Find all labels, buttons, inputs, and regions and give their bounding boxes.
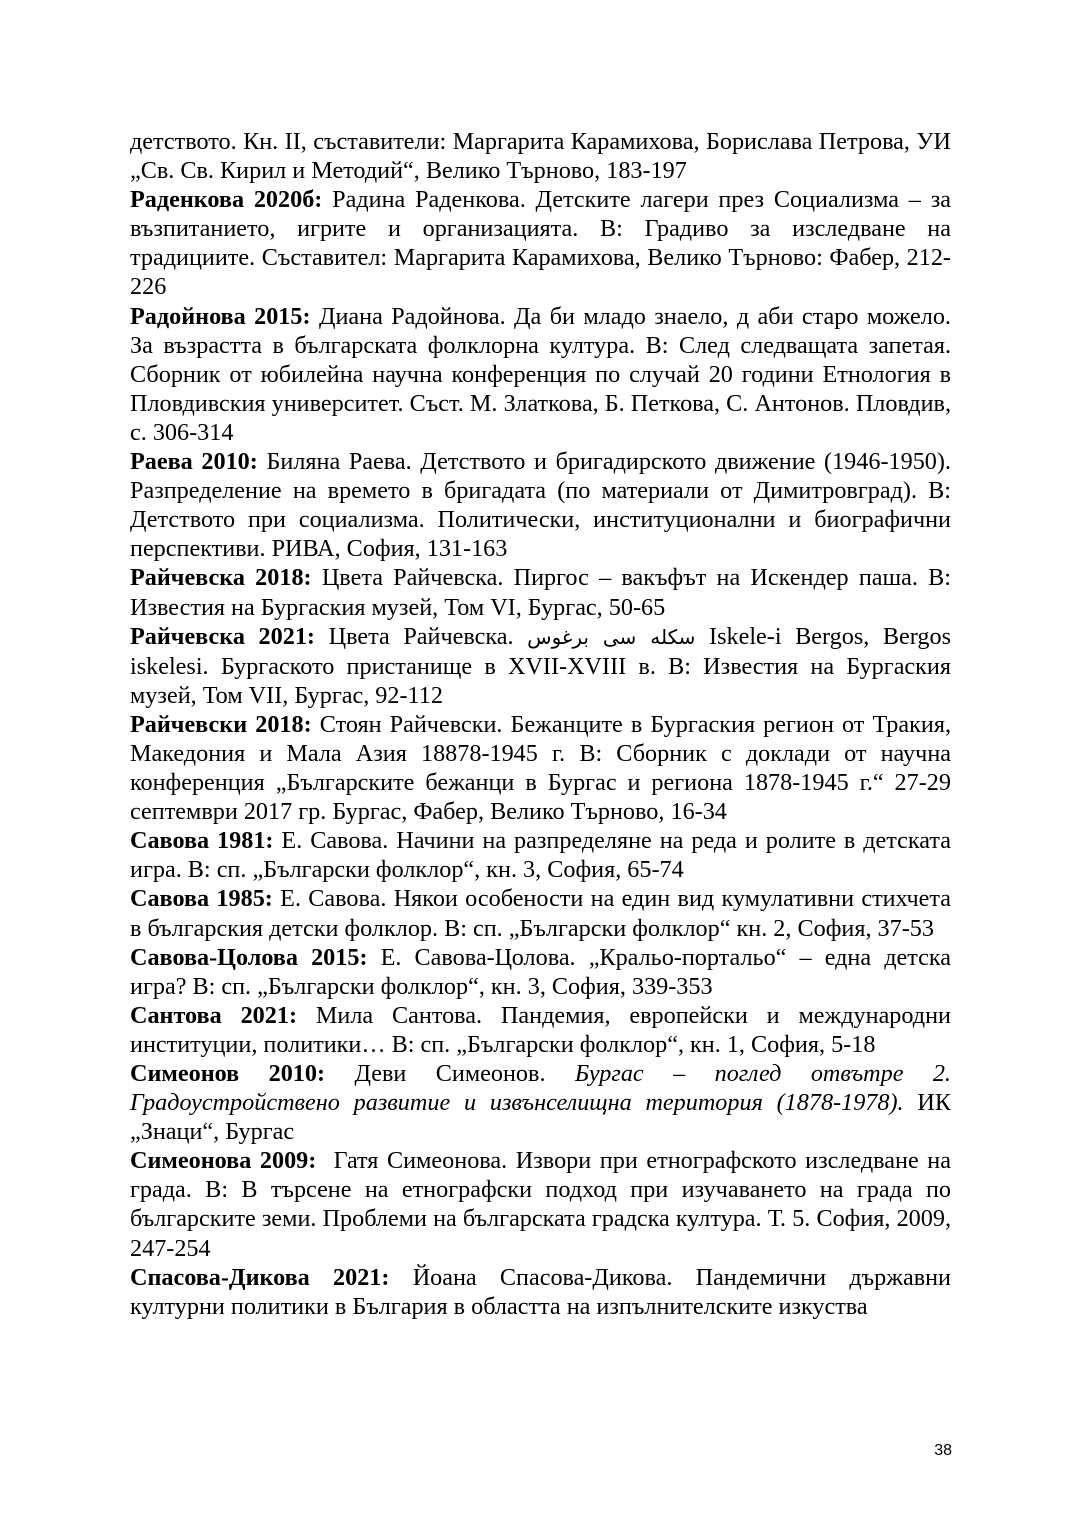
entry-text: Мила Сантова. Пандемия, европейски и международни институции, политики… В: сп. „Български фолклор“, кн. 1, София, 5-18 xyxy=(130,1001,951,1058)
entry-author: Раденкова 2020б: xyxy=(130,186,323,214)
bibliography-entry xyxy=(130,1001,951,1059)
bibliography-entry xyxy=(130,826,951,884)
entry-author: Радойнова 2015: xyxy=(130,302,311,330)
entry-text: Е. Савова. Начини на разпределяне на реда и ролите в детската игра. В: сп. „Български фолклор“, кн. 3, София, 65-74 xyxy=(130,827,951,884)
bibliography-entry xyxy=(130,447,951,563)
entry-text: ИК „Знаци“, Бургас xyxy=(130,1089,951,1146)
entry-author: Савова-Цолова 2015: xyxy=(130,943,368,971)
entry-text: Гатя Симеонова. Извори при етнографското изследване на града. В: В търсене на етнографски подход при изучаването на града по българските земи. Проблеми на българската градска култура. Т. 5. София, 2009, 247-254 xyxy=(130,1147,958,1262)
entry-text: Биляна Раева. Детството и бригадирското движение (1946-1950). Разпределение на времето в бригадата (по материали от Димитровград). В: Детството при социализма. Политически, институционални и биографични перспективи. РИВА, София, 131-163 xyxy=(130,448,951,563)
entry-author: Сантова 2021: xyxy=(130,1001,298,1029)
entry-text: Цвета Райчевска. Пиргос – вакъфът на Искендер паша. В: Известия на Бургаския музей, Том VI, Бургас, 50-65 xyxy=(130,564,951,621)
entry-author: Райчевска 2018: xyxy=(130,564,312,592)
entry-text: Iskele-i Bergos, Bergos iskelesi. Бургаското пристанище в XVII-XVIII в. В: Известия на Бургаския музей, Том VII, Бургас, 92-112 xyxy=(130,622,952,709)
bibliography-entry xyxy=(130,563,951,621)
entry-author: Раева 2010: xyxy=(130,448,258,476)
entry-author: Райчевски 2018: xyxy=(130,710,312,738)
bibliography-entry xyxy=(130,1263,951,1321)
entry-author: Райчевска 2021: xyxy=(130,622,315,650)
entry-author: Савова 1985: xyxy=(130,885,273,913)
entry-text: Радина Раденкова. Детските лагери през Социализма – за възпитанието, игрите и организацията. В: Градиво за изследване на традициите. Съставител: Маргарита Карамихова, Велико Търново: Фабер, 212-226 xyxy=(130,186,951,301)
bibliography-entry xyxy=(130,1059,951,1146)
bibliography-entry xyxy=(130,302,951,447)
bibliography-entry xyxy=(130,884,951,942)
entry-author: Савова 1981: xyxy=(130,827,274,855)
bibliography-entry xyxy=(130,185,951,301)
entry-text: Стоян Райчевски. Бежанците в Бургаския регион от Тракия, Македония и Мала Азия 18878-1945 г. В: Сборник с доклади от научна конференция „Българските бежанци в Бургас и региона 1878-1945 г.“ 27-29 септември 2017 гр. Бургас, Фабер, Велико Търново, 16-34 xyxy=(130,710,952,826)
entry-text: Е. Савова-Цолова. „Кральо-портальо“ – една детска игра? В: сп. „Български фолклор“, кн. 3, София, 339-353 xyxy=(130,943,951,1000)
bibliography-entry xyxy=(130,127,951,185)
entry-author: Симеонов 2010: xyxy=(130,1060,326,1087)
entry-author: Спасова-Дикова 2021: xyxy=(130,1263,390,1291)
entry-text: детството. Кн. II, съставители: Маргарита Карамихова, Борислава Петрова, УИ „Св. Св. Кирил и Методий“, Велико Търново, 183-197 xyxy=(130,128,951,185)
bibliography-entry xyxy=(130,622,951,710)
entry-text-lead: Цвета Райчевска. xyxy=(315,622,528,650)
page-number: 38 xyxy=(934,1442,952,1459)
entry-text-lead: Деви Симеонов. xyxy=(325,1060,575,1087)
bibliography-entry xyxy=(130,943,951,1001)
entry-text: Диана Радойнова. Да би младо знаело, д аби старо можело. За възрастта в българската фолклорна култура. В: След следващата запетая. Сборник от юбилейна научна конференция по случай 20 години Етнология в Пловдивския университет. Съст. М. Златкова, Б. Петкова, С. Антонов. Пловдив, с. 306-314 xyxy=(130,302,951,446)
entry-text: Йоана Спасова-Дикова. Пандемични държавни културни политики в България в областта на изпълнителските изкуства xyxy=(130,1263,951,1320)
arabic-script-title: سكله سى برغوس xyxy=(527,624,696,649)
entry-text: Е. Савова. Някои особености на един вид кумулативни стихчета в българския детски фолклор. В: сп. „Български фолклор“ кн. 2, София, 37-53 xyxy=(130,885,951,942)
bibliography-entry xyxy=(130,710,951,826)
bibliography-list xyxy=(130,127,958,1321)
entry-author: Симеонова 2009: xyxy=(130,1147,317,1175)
bibliography-entry xyxy=(130,1146,958,1262)
entry-italic-title: Бургас – поглед отвътре 2. Градоустройствено развитие и извънселищна територия (1878-1978). xyxy=(130,1060,951,1117)
